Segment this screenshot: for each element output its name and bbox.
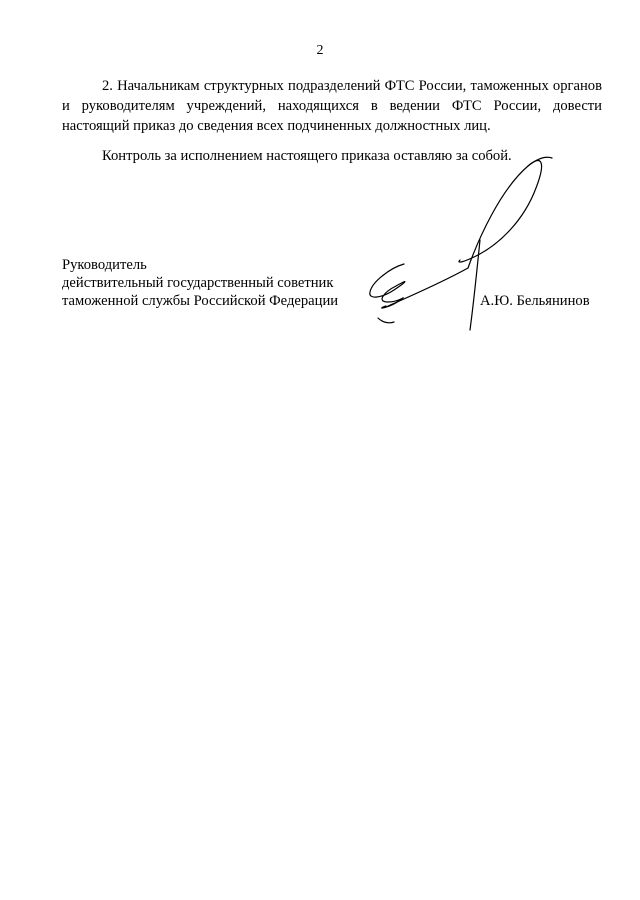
signer-name: А.Ю. Бельянинов bbox=[480, 293, 590, 309]
handwritten-signature bbox=[360, 140, 560, 340]
signer-title-block bbox=[62, 256, 338, 310]
page-number: 2 bbox=[316, 43, 324, 58]
signer-title-line: таможенной службы Российской Федерации bbox=[62, 293, 339, 309]
paragraph-control: Контроль за исполнением настоящего приказа оставляю за собой. bbox=[102, 148, 512, 164]
signer-title-line: действительный государственный советник bbox=[62, 275, 334, 291]
signer-title-line: Руководитель bbox=[62, 257, 147, 273]
paragraph-instruction: 2. Начальникам структурных подразделений ФТС России, таможенных органов и руководителям учреждений, находящихся в ведении ФТС России, довести настоящий приказ до сведения всех подчиненных должностных лиц. bbox=[62, 78, 602, 134]
